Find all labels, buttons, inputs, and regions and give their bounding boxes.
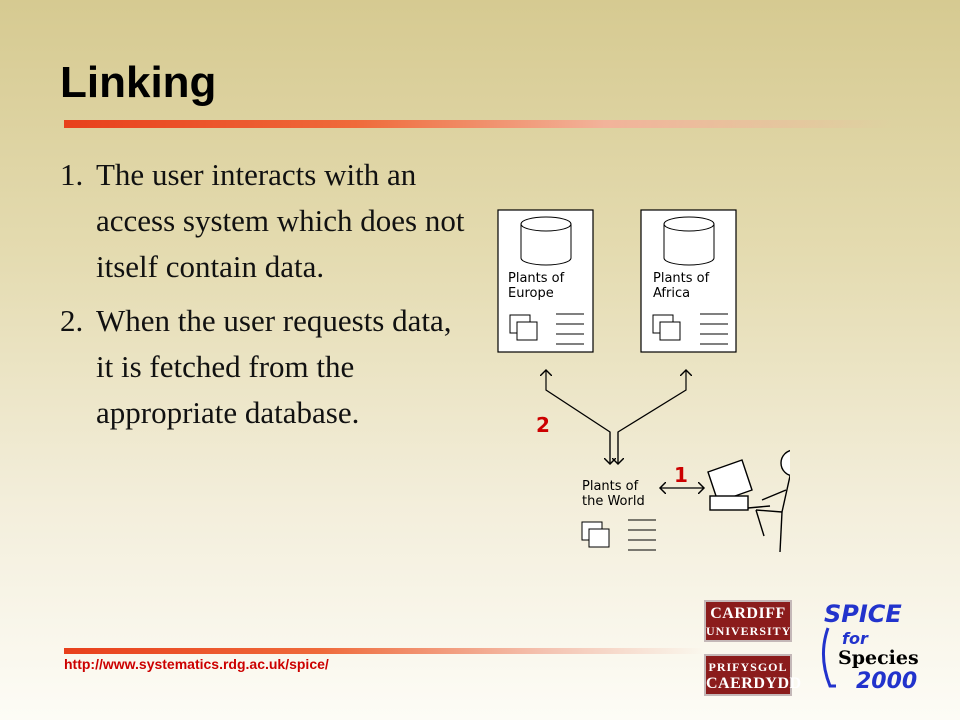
- slide-title: Linking: [60, 58, 217, 107]
- logo-line: Species: [838, 647, 919, 669]
- footer-divider: [64, 648, 704, 654]
- list-item-number: 1.: [60, 157, 84, 192]
- spice-for-species2000-logo: [812, 596, 942, 696]
- list-item-text: When the user requests data, it is fetched from the appropriate database.: [96, 303, 452, 430]
- text-lines-icon: [628, 520, 656, 550]
- logo-line: PRIFYSGOL: [708, 660, 788, 674]
- logo-line: CAERDYDD: [706, 675, 802, 692]
- logo-line: SPICE: [824, 600, 902, 628]
- linking-diagram: [490, 200, 790, 560]
- logo-line: for: [842, 629, 868, 648]
- documents-icon: [582, 522, 609, 547]
- fetch-arrows: [546, 370, 686, 464]
- access-system-label-line2: the World: [582, 494, 645, 509]
- list-item-number: 2.: [60, 303, 84, 338]
- logo-swoosh: [823, 628, 836, 686]
- step-2-label: 2: [536, 413, 550, 437]
- footer-url[interactable]: http://www.systematics.rdg.ac.uk/spice/: [64, 656, 329, 672]
- logo-line: 2000: [856, 669, 918, 694]
- database-europe: [498, 210, 593, 352]
- bullet-list: [60, 152, 470, 444]
- database-label-line2: Europe: [508, 286, 554, 301]
- title-divider: [64, 120, 896, 128]
- step-1-label: 1: [674, 463, 688, 487]
- list-item: [60, 298, 470, 436]
- user-at-computer-icon: [708, 450, 790, 552]
- list-item-text: The user interacts with an access system which does not itself contain data.: [96, 157, 465, 284]
- list-item: [60, 152, 470, 290]
- database-africa: [641, 210, 736, 352]
- cardiff-university-logo: [704, 600, 792, 642]
- logo-line: UNIVERSITY: [706, 624, 792, 638]
- access-system-label-line1: Plants of: [582, 479, 639, 494]
- logo-line: CARDIFF: [710, 605, 786, 622]
- prifysgol-caerdydd-logo: [704, 654, 802, 696]
- access-system-world: [582, 479, 656, 550]
- database-label-line2: Africa: [653, 286, 691, 301]
- database-label-line1: Plants of: [653, 271, 710, 286]
- database-label-line1: Plants of: [508, 271, 565, 286]
